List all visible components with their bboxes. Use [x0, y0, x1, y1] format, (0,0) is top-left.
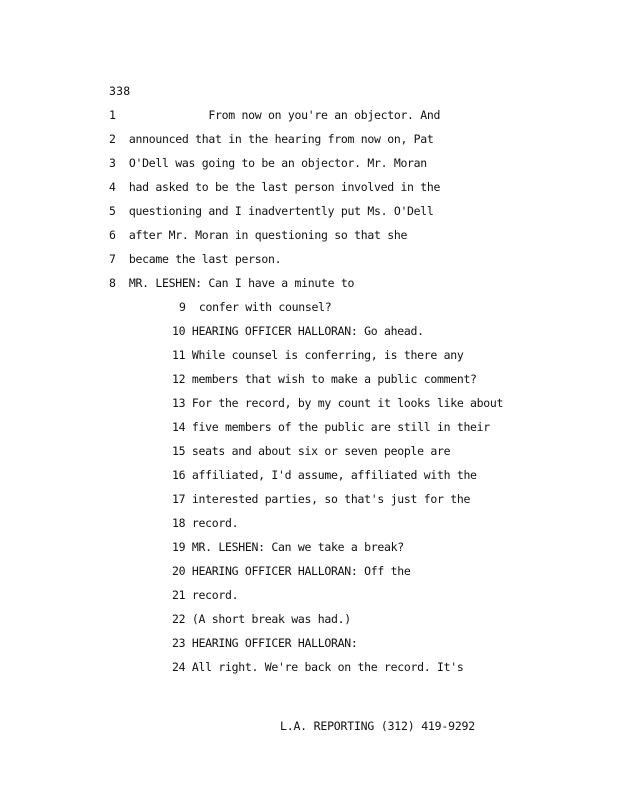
transcript-line: 21 record.: [172, 588, 239, 602]
transcript-line: 9 confer with counsel?: [179, 300, 332, 314]
transcript-line: 15 seats and about six or seven people are: [172, 444, 451, 458]
transcript-line: 14 five members of the public are still in their: [172, 420, 490, 434]
transcript-line: 3 O'Dell was going to be an objector. Mr. Moran: [109, 156, 427, 170]
transcript-line: 22 (A short break was had.): [172, 612, 351, 626]
transcript-line: 24 All right. We're back on the record. It's: [172, 660, 464, 674]
transcript-line: 5 questioning and I inadvertently put Ms. O'Dell: [109, 204, 434, 218]
transcript-line: 11 While counsel is conferring, is there any: [172, 348, 464, 362]
transcript-line: 8 MR. LESHEN: Can I have a minute to: [109, 276, 355, 290]
transcript-line: 6 after Mr. Moran in questioning so that she: [109, 228, 408, 242]
transcript-line: 18 record.: [172, 516, 239, 530]
transcript-line: 20 HEARING OFFICER HALLORAN: Off the: [172, 564, 411, 578]
transcript-line: 12 members that wish to make a public comment?: [172, 372, 477, 386]
transcript-line: 19 MR. LESHEN: Can we take a break?: [172, 540, 404, 554]
reporter-footer: L.A. REPORTING (312) 419-9292: [280, 719, 475, 733]
transcript-line: 10 HEARING OFFICER HALLORAN: Go ahead.: [172, 324, 424, 338]
transcript-line: 16 affiliated, I'd assume, affiliated with the: [172, 468, 477, 482]
transcript-line: 1 From now on you're an objector. And: [109, 108, 441, 122]
transcript-line: 17 interested parties, so that's just for the: [172, 492, 471, 506]
transcript-line: 23 HEARING OFFICER HALLORAN:: [172, 636, 358, 650]
page-number: 338: [109, 84, 131, 98]
transcript-line: 2 announced that in the hearing from now on, Pat: [109, 132, 434, 146]
transcript-line: 4 had asked to be the last person involved in the: [109, 180, 441, 194]
transcript-line: 7 became the last person.: [109, 252, 282, 266]
transcript-line: 13 For the record, by my count it looks like about: [172, 396, 504, 410]
